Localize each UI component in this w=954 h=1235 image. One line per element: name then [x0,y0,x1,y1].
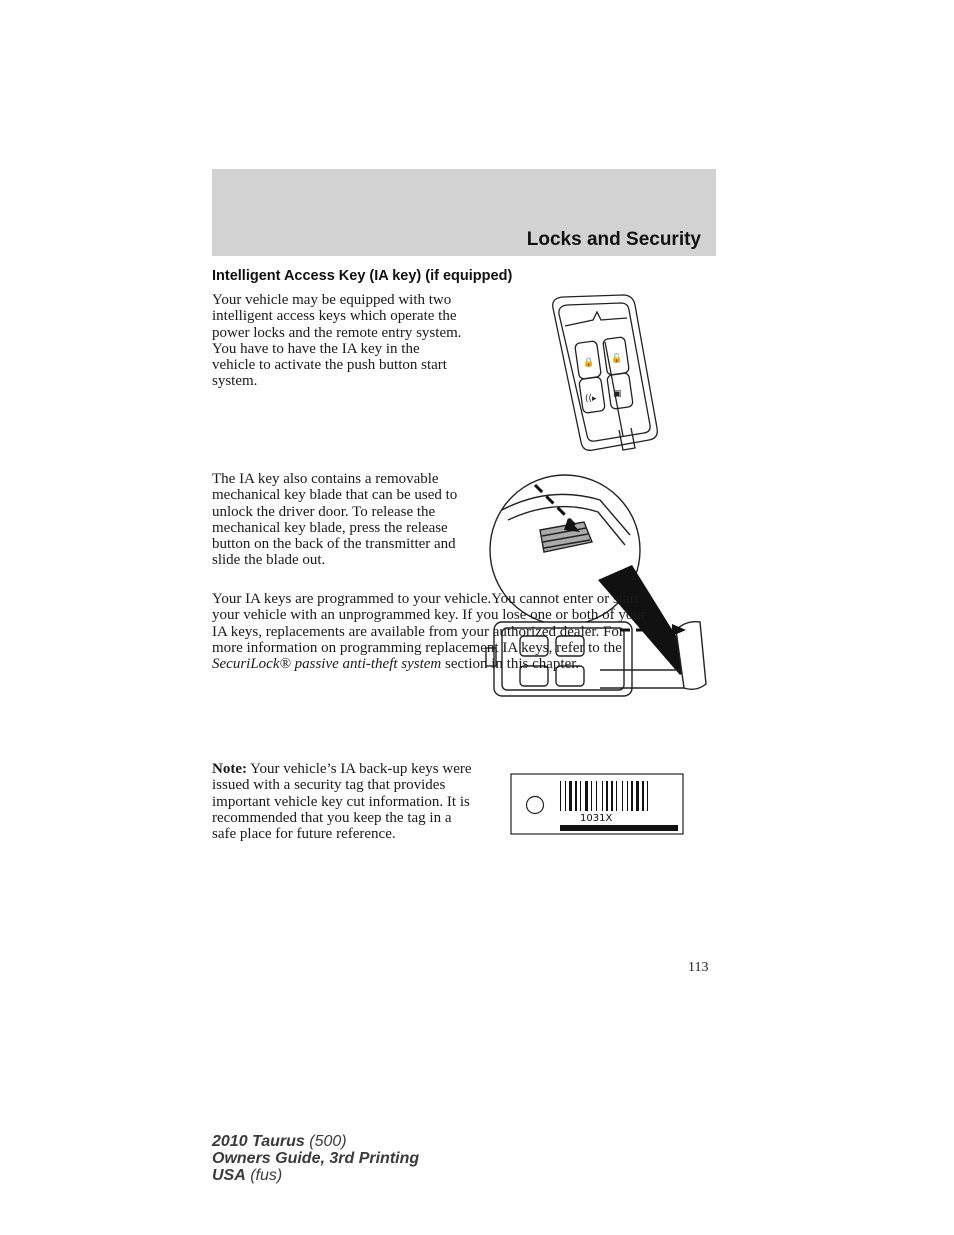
svg-text:🔒: 🔒 [583,358,595,368]
svg-text:🔓: 🔓 [611,354,623,364]
security-tag-illustration [510,773,684,835]
note-paragraph: Note: Your vehicle’s IA back-up keys were issued with a security tag that provides important vehicle key cut information. It is recommended that you keep the tag in a safe place for future reference. [212,761,472,843]
svg-text:((▸: ((▸ [585,394,597,404]
svg-text:▣: ▣ [613,389,622,399]
security-tag-code: 1031X [580,813,613,824]
securilock-reference: SecuriLock® passive anti-theft system [212,656,442,673]
ia-key-fob-illustration [545,290,665,460]
paragraph-mechanical-key-blade: The IA key also contains a removable mechanical key blade that can be used to unlock the driver door. To release the mechanical key blade, press the release button on the back of the transmitter and slide the blade out. [212,471,458,569]
header-band [212,169,716,256]
chapter-title: Locks and Security [526,229,701,250]
note-label: Note: [212,761,247,777]
page-number: 113 [688,960,709,975]
paragraph-programming: Your IA keys are programmed to your vehicle.You cannot enter or start your vehicle with an unprogrammed key. If you lose one or both of your IA keys, replacements are available from your authorized dealer. For more information on programming replacement IA keys, refer to the SecuriLock® passive anti-theft system section in this chapter. [212,591,646,673]
section-heading: Intelligent Access Key (IA key) (if equipped) [212,268,513,284]
paragraph-ia-key-intro: Your vehicle may be equipped with two intelligent access keys which operate the power locks and the remote entry system. You have to have the IA key in the vehicle to activate the push button start system. [212,292,462,390]
footer: 2010 Taurus (500) Owners Guide, 3rd Printing USA (fus) [212,1133,420,1184]
